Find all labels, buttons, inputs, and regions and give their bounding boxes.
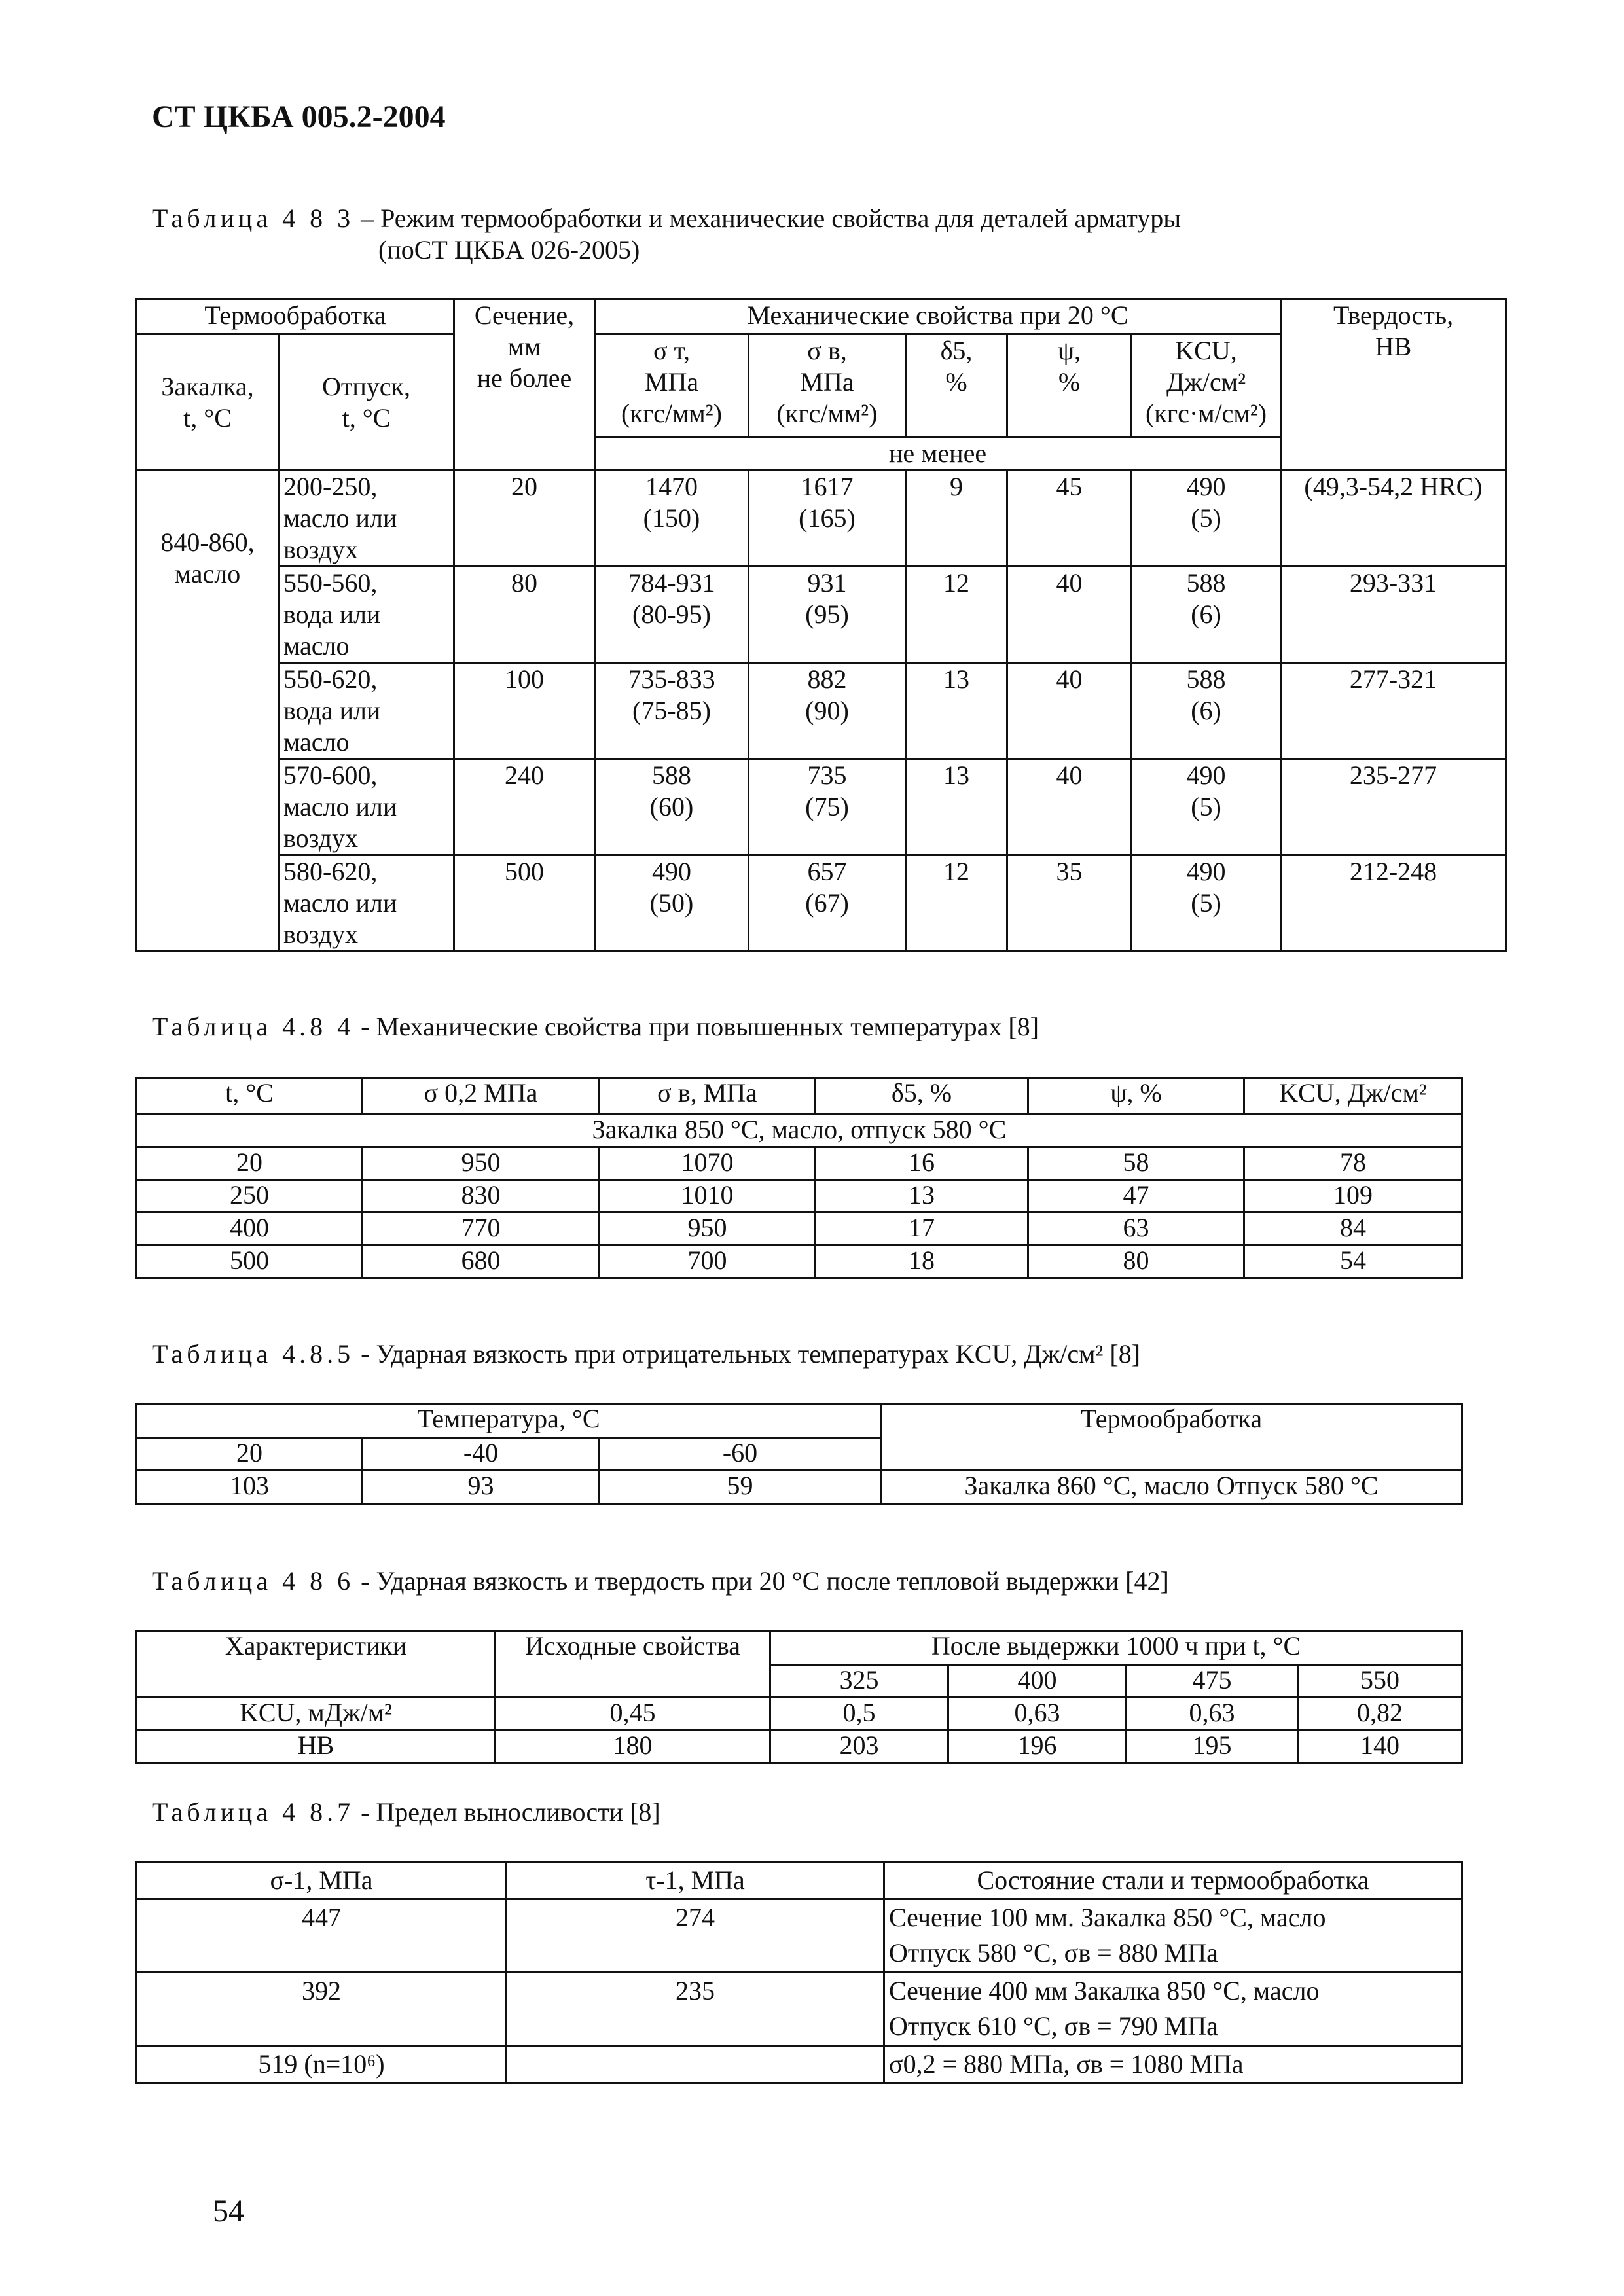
sigma-cell: 392 — [137, 1973, 507, 2046]
cell: 47 — [1028, 1180, 1244, 1213]
cell: 180 — [496, 1731, 770, 1763]
th-sigma-minus1: σ-1, МПа — [137, 1862, 507, 1899]
psi-cell: 40 — [1007, 759, 1132, 855]
table483 — [135, 298, 1507, 952]
cell: 84 — [1244, 1213, 1462, 1246]
state-cell: Сечение 100 мм. Закалка 850 °С, масло Отпуск 580 °С, σв = 880 МПа — [884, 1899, 1462, 1973]
heat-treatment-cell: Закалка 860 °С, масло Отпуск 580 °С — [881, 1471, 1462, 1505]
th-section: Сечение, мм не более — [454, 299, 595, 471]
cell: 700 — [600, 1246, 816, 1278]
th-kcu: KCU, Дж/см² (кгс·м/см²) — [1132, 334, 1281, 437]
table485-caption-label: Таблица 4.8.5 — [152, 1339, 355, 1369]
cell: НВ — [137, 1731, 496, 1763]
state-cell: Сечение 400 мм Закалка 850 °С, масло Отпуск 610 °С, σв = 790 МПа — [884, 1973, 1462, 2046]
kcu-cell: 588 (6) — [1132, 567, 1281, 663]
sigma-cell: 447 — [137, 1899, 507, 1973]
tau-cell — [507, 2046, 884, 2083]
hb-cell: 293-331 — [1281, 567, 1506, 663]
section-cell: 240 — [454, 759, 595, 855]
th-state: Состояние стали и термообработка — [884, 1862, 1462, 1899]
cell: 950 — [600, 1213, 816, 1246]
table487-caption-text: - Предел выносливости [8] — [354, 1797, 660, 1827]
section-cell: 20 — [454, 471, 595, 567]
sigma-t-cell: 735-833 (75-85) — [595, 663, 749, 759]
kcu-cell: 490 (5) — [1132, 471, 1281, 567]
sigma-v-cell: 1617 (165) — [749, 471, 906, 567]
psi-cell: 35 — [1007, 855, 1132, 952]
sigma-t-cell: 588 (60) — [595, 759, 749, 855]
cell: 58 — [1028, 1147, 1244, 1180]
cell: 203 — [770, 1731, 948, 1763]
temper-cell: 200-250, масло или воздух — [279, 471, 454, 567]
th-tau-minus1: τ-1, МПа — [507, 1862, 884, 1899]
cell: 400 — [137, 1213, 363, 1246]
temp-cell: 475 — [1127, 1665, 1298, 1698]
th-sigma-t: σ т, МПа (кгс/мм²) — [595, 334, 749, 437]
th-hardness: Твердость, НВ — [1281, 299, 1506, 471]
cell: 16 — [816, 1147, 1028, 1180]
kcu-cell: 93 — [363, 1471, 600, 1505]
cell: 18 — [816, 1246, 1028, 1278]
sigma-v-cell: 931 (95) — [749, 567, 906, 663]
table485 — [135, 1403, 1463, 1505]
th-temper: Отпуск, t, °С — [279, 334, 454, 471]
cell: 1070 — [600, 1147, 816, 1180]
cell: 680 — [363, 1246, 600, 1278]
temper-cell: 580-620, масло или воздух — [279, 855, 454, 952]
table487 — [135, 1861, 1463, 2084]
page-header: СТ ЦКБА 005.2-2004 — [152, 99, 446, 134]
th-kcu: KCU, Дж/см² — [1244, 1078, 1462, 1115]
cell: 196 — [948, 1731, 1127, 1763]
cell: 1010 — [600, 1180, 816, 1213]
table486-caption — [152, 1566, 1169, 1597]
cell: 109 — [1244, 1180, 1462, 1213]
th-heat-treatment: Термообработка — [881, 1404, 1462, 1471]
table485-caption-text: - Ударная вязкость при отрицательных температурах KCU, Дж/см² [8] — [354, 1339, 1141, 1369]
th-temperature: Температура, °С — [137, 1404, 881, 1438]
cell: 13 — [816, 1180, 1028, 1213]
temp-cell: -60 — [600, 1438, 881, 1471]
th-psi: ψ, % — [1028, 1078, 1244, 1115]
th-psi: ψ, % — [1007, 334, 1132, 437]
table485-caption — [152, 1338, 1140, 1370]
sigma-v-cell: 882 (90) — [749, 663, 906, 759]
delta5-cell: 13 — [906, 759, 1007, 855]
cell: 0,5 — [770, 1698, 948, 1731]
delta5-cell: 9 — [906, 471, 1007, 567]
table486 — [135, 1630, 1463, 1764]
th-initial: Исходные свойства — [496, 1631, 770, 1698]
sigma-t-cell: 490 (50) — [595, 855, 749, 952]
table484-caption-text: - Механические свойства при повышенных температурах [8] — [354, 1012, 1039, 1041]
th-sigma-v: σ в, МПа (кгс/мм²) — [749, 334, 906, 437]
cell: KCU, мДж/м² — [137, 1698, 496, 1731]
cell: 770 — [363, 1213, 600, 1246]
hb-cell: (49,3-54,2 HRC) — [1281, 471, 1506, 567]
delta5-cell: 12 — [906, 855, 1007, 952]
cell: 950 — [363, 1147, 600, 1180]
th-temp: t, °С — [137, 1078, 363, 1115]
cell: 250 — [137, 1180, 363, 1213]
tau-cell: 235 — [507, 1973, 884, 2046]
kcu-cell: 490 (5) — [1132, 759, 1281, 855]
table484 — [135, 1077, 1463, 1279]
cell: 54 — [1244, 1246, 1462, 1278]
cell: 500 — [137, 1246, 363, 1278]
cell: 78 — [1244, 1147, 1462, 1180]
temp-cell: 325 — [770, 1665, 948, 1698]
th-heat-treatment: Термообработка — [137, 299, 454, 334]
th-after-exposure: После выдержки 1000 ч при t, °С — [770, 1631, 1462, 1665]
section-cell: 500 — [454, 855, 595, 952]
table484-subheader: Закалка 850 °С, масло, отпуск 580 °С — [137, 1115, 1462, 1147]
hb-cell: 235-277 — [1281, 759, 1506, 855]
table483-caption-line2: (поСТ ЦКБА 026-2005) — [378, 235, 640, 264]
cell: 0,63 — [1127, 1698, 1298, 1731]
sigma-v-cell: 657 (67) — [749, 855, 906, 952]
cell: 195 — [1127, 1731, 1298, 1763]
kcu-cell: 59 — [600, 1471, 881, 1505]
temper-cell: 570-600, масло или воздух — [279, 759, 454, 855]
table483-caption-text: – Режим термообработки и механические свойства для деталей арматуры — [354, 204, 1182, 233]
cell: 830 — [363, 1180, 600, 1213]
cell: 17 — [816, 1213, 1028, 1246]
table486-caption-text: - Ударная вязкость и твердость при 20 °С после тепловой выдержки [42] — [354, 1566, 1169, 1596]
th-mech-props: Механические свойства при 20 °С — [595, 299, 1281, 334]
hb-cell: 212-248 — [1281, 855, 1506, 952]
temper-cell: 550-560, вода или масло — [279, 567, 454, 663]
th-sigma-v: σ в, МПа — [600, 1078, 816, 1115]
sigma-cell: 519 (n=10⁶) — [137, 2046, 507, 2083]
delta5-cell: 13 — [906, 663, 1007, 759]
cell: 80 — [1028, 1246, 1244, 1278]
tau-cell: 274 — [507, 1899, 884, 1973]
table483-caption-label: Таблица 4 8 3 — [152, 204, 355, 233]
cell: 20 — [137, 1147, 363, 1180]
cell: 140 — [1298, 1731, 1462, 1763]
sigma-t-cell: 784-931 (80-95) — [595, 567, 749, 663]
th-characteristics: Характеристики — [137, 1631, 496, 1698]
sigma-t-cell: 1470 (150) — [595, 471, 749, 567]
cell: 0,82 — [1298, 1698, 1462, 1731]
temp-cell: 400 — [948, 1665, 1127, 1698]
psi-cell: 40 — [1007, 663, 1132, 759]
table483-caption — [152, 203, 1181, 234]
th-delta5: δ5, % — [906, 334, 1007, 437]
section-cell: 80 — [454, 567, 595, 663]
cell: 0,63 — [948, 1698, 1127, 1731]
th-delta5: δ5, % — [816, 1078, 1028, 1115]
psi-cell: 40 — [1007, 567, 1132, 663]
temp-cell: -40 — [363, 1438, 600, 1471]
cell: 0,45 — [496, 1698, 770, 1731]
temper-cell: 550-620, вода или масло — [279, 663, 454, 759]
state-cell: σ0,2 = 880 МПа, σв = 1080 МПа — [884, 2046, 1462, 2083]
kcu-cell: 103 — [137, 1471, 363, 1505]
section-cell: 100 — [454, 663, 595, 759]
th-min-note: не менее — [595, 437, 1281, 471]
cell: 63 — [1028, 1213, 1244, 1246]
table484-caption-label: Таблица 4.8 4 — [152, 1012, 355, 1041]
kcu-cell: 490 (5) — [1132, 855, 1281, 952]
sigma-v-cell: 735 (75) — [749, 759, 906, 855]
temp-cell: 550 — [1298, 1665, 1462, 1698]
table487-caption-label: Таблица 4 8.7 — [152, 1797, 355, 1827]
page-number: 54 — [213, 2194, 244, 2229]
th-sigma02: σ 0,2 МПа — [363, 1078, 600, 1115]
psi-cell: 45 — [1007, 471, 1132, 567]
table487-caption — [152, 1797, 660, 1828]
hb-cell: 277-321 — [1281, 663, 1506, 759]
quench-value: 840-860, масло — [137, 471, 279, 952]
table486-caption-label: Таблица 4 8 6 — [152, 1566, 355, 1596]
table484-caption — [152, 1011, 1039, 1043]
temp-cell: 20 — [137, 1438, 363, 1471]
kcu-cell: 588 (6) — [1132, 663, 1281, 759]
th-quench: Закалка, t, °С — [137, 334, 279, 471]
delta5-cell: 12 — [906, 567, 1007, 663]
